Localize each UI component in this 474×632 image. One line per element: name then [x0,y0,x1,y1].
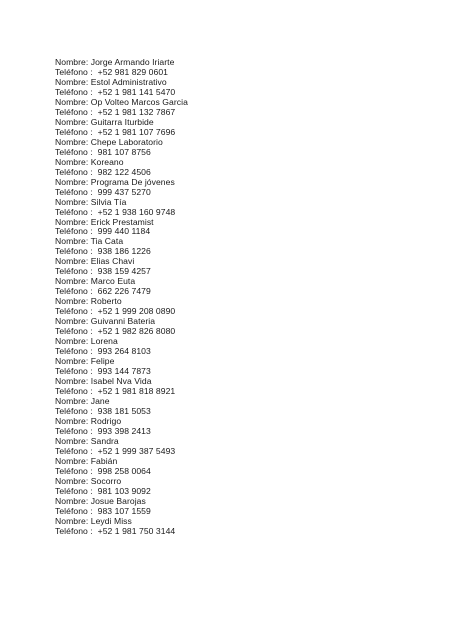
contact-name-line [55,57,188,67]
name-label: Nombre: [55,276,91,287]
phone-label: Teléfono : [55,306,98,317]
name-label: Nombre: [55,136,91,147]
contact-name-line [55,197,188,207]
contact-phone-line [55,87,188,97]
contact-phone: 982 122 4506 [97,166,151,177]
contact-name-line [55,217,188,227]
name-label: Nombre: [55,455,91,466]
contact-phone: +52 1 981 141 5470 [97,86,176,97]
name-label: Nombre: [55,515,91,526]
contact-phone-line [55,207,188,217]
contact-phone-line [55,346,188,356]
phone-label: Teléfono : [55,525,98,536]
contact-phone-line [55,67,188,77]
name-label: Nombre: [55,376,91,386]
contact-phone: +52 1 999 387 5493 [97,445,176,456]
contact-phone-line [55,486,188,496]
contact-phone: 993 144 7873 [97,366,151,377]
contact-phone-line [55,167,188,177]
contact-name: Guivanni Bateria [90,316,156,327]
contact-phone: 999 437 5270 [97,186,151,197]
contact-name: Silvia Tía [90,196,127,207]
contact-name: Lorena [90,336,118,347]
name-label: Nombre: [55,435,91,446]
name-label: Nombre: [55,336,91,347]
phone-label: Teléfono : [55,126,98,137]
contact-name-line [55,256,188,266]
phone-label: Teléfono : [55,146,98,157]
name-label: Nombre: [55,156,91,167]
name-label: Nombre: [55,196,91,207]
contact-phone-line [55,246,188,256]
name-label: Nombre: [55,57,91,67]
contact-name-line [55,336,188,346]
contact-phone: 993 398 2413 [97,425,151,436]
contact-name: Chepe Laboratorio [90,136,163,147]
name-label: Nombre: [55,356,91,367]
contact-phone-line [55,306,188,316]
contact-name: Isabel Nva Vida [90,376,152,386]
contact-name-line [55,516,188,526]
contact-phone: 998 258 0064 [97,465,151,476]
contact-phone-line [55,286,188,296]
phone-label: Teléfono : [55,206,98,217]
phone-label: Teléfono : [55,425,98,436]
contact-phone: +52 1 981 107 7696 [97,126,176,137]
contact-name-line [55,476,188,486]
phone-label: Teléfono : [55,66,98,77]
contact-phone-line [55,386,188,396]
name-label: Nombre: [55,395,91,406]
contact-name: Koreano [90,156,124,167]
phone-label: Teléfono : [55,445,98,456]
contact-name: Estol Administrativo [90,76,167,87]
contact-phone: +52 1 999 208 0890 [97,306,176,317]
contact-phone: 981 103 9092 [97,485,151,496]
contact-phone-line [55,446,188,456]
contact-name: Jane [90,395,110,406]
contact-name-line [55,436,188,446]
contact-name: Felipe [90,356,115,367]
contact-name-line [55,177,188,187]
phone-label: Teléfono : [55,465,98,476]
contact-name-line [55,157,188,167]
contact-phone: +52 1 981 750 3144 [97,525,176,536]
name-label: Nombre: [55,415,91,426]
phone-label: Teléfono : [55,246,98,257]
phone-label: Teléfono : [55,186,98,197]
contact-phone: 993 264 8103 [97,346,151,357]
name-label: Nombre: [55,475,91,486]
name-label: Nombre: [55,76,91,87]
contact-name: Leydi Miss [90,515,132,526]
contact-name: Programa De jóvenes [90,176,175,187]
contact-phone: +52 1 981 132 7867 [97,106,176,117]
contact-name: Erick Prestamist [90,216,154,227]
contact-phone: 938 181 5053 [97,405,151,416]
phone-label: Teléfono : [55,166,98,177]
contact-phone: 938 159 4257 [97,266,151,277]
contact-phone-line [55,426,188,436]
contact-phone: +52 981 829 0601 [97,66,168,77]
contact-phone: 999 440 1184 [97,226,151,237]
name-label: Nombre: [55,495,91,506]
name-label: Nombre: [55,116,91,127]
contact-name: Socorro [90,475,122,486]
contact-name: Guitarra Iturbide [90,116,154,127]
contact-phone-line [55,326,188,336]
contact-name-line [55,117,188,127]
contact-name: Tia Cata [90,236,124,247]
contact-name: Elias Chavi [90,256,135,267]
phone-label: Teléfono : [55,106,98,117]
contact-phone: +52 1 981 818 8921 [97,385,176,396]
contact-name: Roberto [90,296,122,307]
contact-phone-line [55,506,188,516]
contact-list [55,57,188,536]
contact-name-line [55,236,188,246]
phone-label: Teléfono : [55,86,98,97]
contact-phone-line [55,107,188,117]
contact-phone: 981 107 8756 [97,146,151,157]
contact-name-line [55,97,188,107]
phone-label: Teléfono : [55,286,98,297]
contact-name-line [55,296,188,306]
contact-name: Marco Euta [90,276,136,287]
contact-name: Fabián [90,455,118,466]
contact-phone-line [55,526,188,536]
contact-phone: +52 1 982 826 8080 [97,326,176,337]
contact-name: Op Volteo Marcos Garcia [90,96,188,107]
phone-label: Teléfono : [55,485,98,496]
contact-name: Rodrigo [90,415,122,426]
contact-phone-line [55,266,188,276]
phone-label: Teléfono : [55,366,98,377]
phone-label: Teléfono : [55,385,98,396]
name-label: Nombre: [55,256,91,267]
contact-phone-line [55,366,188,376]
contact-name-line [55,77,188,87]
phone-label: Teléfono : [55,326,98,337]
contact-phone-line [55,226,188,236]
contact-name: Jorge Armando Iriarte [90,57,175,67]
contact-name: Josue Barojas [90,495,146,506]
contact-name-line [55,137,188,147]
contact-name-line [55,356,188,366]
contact-phone: 983 107 1559 [97,505,151,516]
name-label: Nombre: [55,236,91,247]
contact-phone: +52 1 938 160 9748 [97,206,176,217]
contact-name-line [55,376,188,386]
contact-name: Sandra [90,435,119,446]
contact-name-line [55,456,188,466]
contact-name-line [55,496,188,506]
contact-name-line [55,396,188,406]
name-label: Nombre: [55,296,91,307]
contact-phone-line [55,406,188,416]
phone-label: Teléfono : [55,266,98,277]
name-label: Nombre: [55,176,91,187]
contact-phone: 938 186 1226 [97,246,151,257]
name-label: Nombre: [55,216,91,227]
contact-phone-line [55,147,188,157]
phone-label: Teléfono : [55,346,98,357]
contact-name-line [55,416,188,426]
contact-phone-line [55,127,188,137]
contact-phone-line [55,187,188,197]
contact-phone: 662 226 7479 [97,286,151,297]
phone-label: Teléfono : [55,405,98,416]
contact-name-line [55,316,188,326]
phone-label: Teléfono : [55,226,98,237]
name-label: Nombre: [55,316,91,327]
contact-phone-line [55,466,188,476]
phone-label: Teléfono : [55,505,98,516]
contact-name-line [55,276,188,286]
name-label: Nombre: [55,96,91,107]
